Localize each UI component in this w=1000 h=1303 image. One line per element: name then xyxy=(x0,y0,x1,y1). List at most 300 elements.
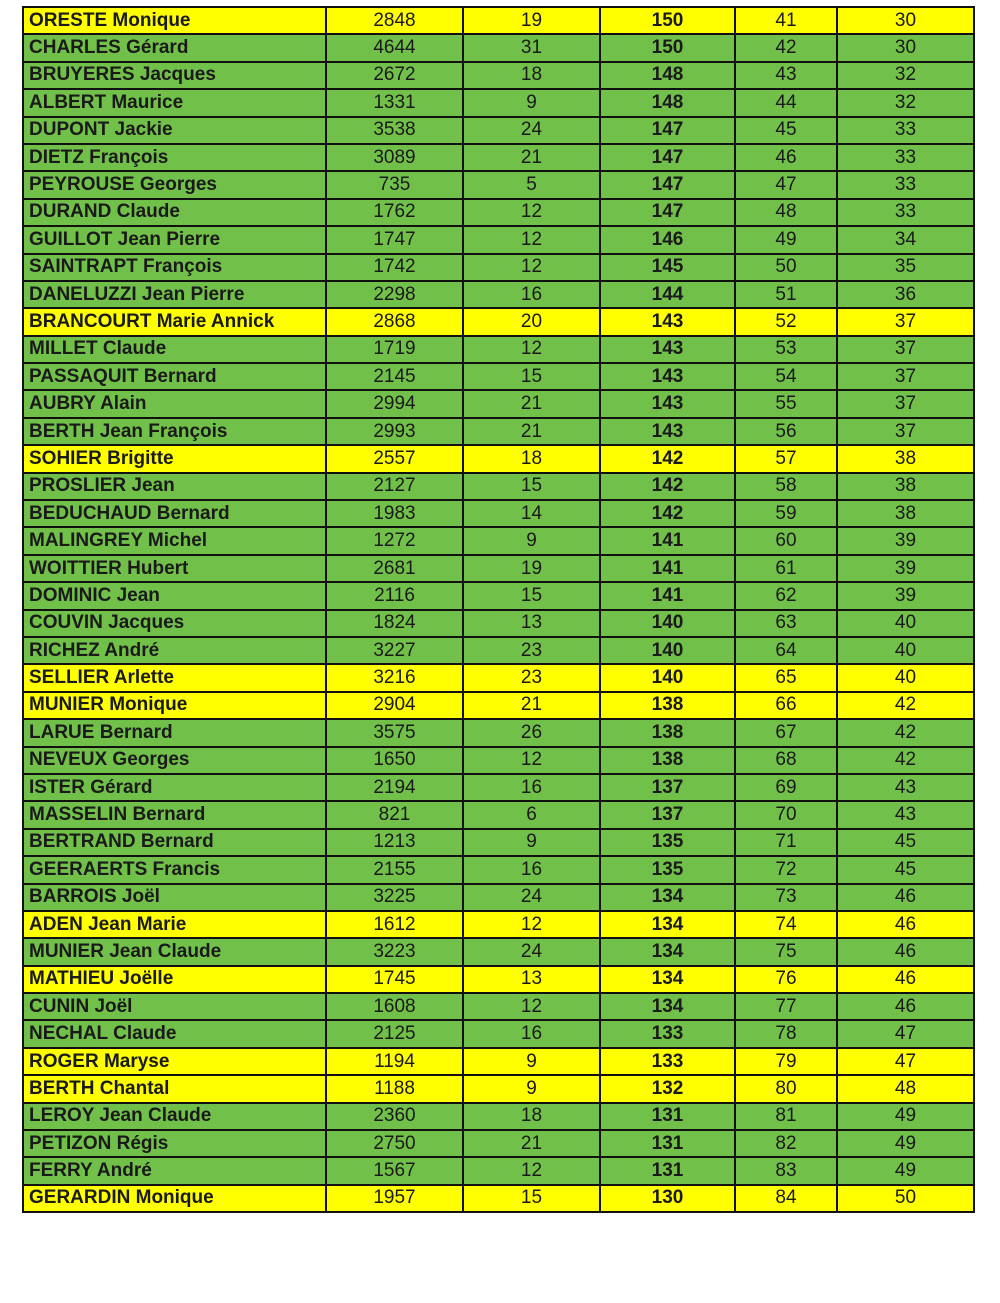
count-cell: 12 xyxy=(463,199,600,226)
position-cell: 49 xyxy=(837,1103,974,1130)
player-name: DURAND Claude xyxy=(23,199,326,226)
points-cell: 1567 xyxy=(326,1157,463,1184)
player-name: BEDUCHAUD Bernard xyxy=(23,500,326,527)
count-cell: 21 xyxy=(463,1130,600,1157)
position-cell: 33 xyxy=(837,117,974,144)
points-cell: 2868 xyxy=(326,308,463,335)
table-row xyxy=(23,938,974,965)
score-cell: 147 xyxy=(600,117,735,144)
table-row xyxy=(23,829,974,856)
table-row xyxy=(23,363,974,390)
score-cell: 145 xyxy=(600,254,735,281)
points-cell: 2994 xyxy=(326,390,463,417)
count-cell: 9 xyxy=(463,527,600,554)
rank-cell: 62 xyxy=(735,582,837,609)
score-cell: 142 xyxy=(600,473,735,500)
table-row xyxy=(23,281,974,308)
player-name: SAINTRAPT François xyxy=(23,254,326,281)
player-name: ORESTE Monique xyxy=(23,7,326,34)
points-cell: 821 xyxy=(326,801,463,828)
score-cell: 133 xyxy=(600,1048,735,1075)
points-cell: 1188 xyxy=(326,1075,463,1102)
position-cell: 36 xyxy=(837,281,974,308)
count-cell: 21 xyxy=(463,418,600,445)
points-cell: 1983 xyxy=(326,500,463,527)
table-row xyxy=(23,993,974,1020)
player-name: CHARLES Gérard xyxy=(23,34,326,61)
table-row xyxy=(23,445,974,472)
position-cell: 39 xyxy=(837,555,974,582)
ranking-table xyxy=(22,6,975,1213)
count-cell: 12 xyxy=(463,747,600,774)
player-name: PEYROUSE Georges xyxy=(23,171,326,198)
player-name: RICHEZ André xyxy=(23,637,326,664)
player-name: LARUE Bernard xyxy=(23,719,326,746)
position-cell: 46 xyxy=(837,884,974,911)
points-cell: 1762 xyxy=(326,199,463,226)
points-cell: 1747 xyxy=(326,226,463,253)
rank-cell: 52 xyxy=(735,308,837,335)
score-cell: 143 xyxy=(600,363,735,390)
rank-cell: 71 xyxy=(735,829,837,856)
score-cell: 132 xyxy=(600,1075,735,1102)
rank-cell: 60 xyxy=(735,527,837,554)
position-cell: 39 xyxy=(837,527,974,554)
count-cell: 15 xyxy=(463,1185,600,1212)
player-name: MALINGREY Michel xyxy=(23,527,326,554)
points-cell: 2125 xyxy=(326,1020,463,1047)
points-cell: 2750 xyxy=(326,1130,463,1157)
table-row xyxy=(23,117,974,144)
count-cell: 18 xyxy=(463,1103,600,1130)
table-row xyxy=(23,966,974,993)
rank-cell: 73 xyxy=(735,884,837,911)
points-cell: 1957 xyxy=(326,1185,463,1212)
count-cell: 9 xyxy=(463,1075,600,1102)
position-cell: 42 xyxy=(837,747,974,774)
table-row xyxy=(23,171,974,198)
score-cell: 135 xyxy=(600,829,735,856)
rank-cell: 64 xyxy=(735,637,837,664)
rank-cell: 84 xyxy=(735,1185,837,1212)
player-name: SOHIER Brigitte xyxy=(23,445,326,472)
position-cell: 46 xyxy=(837,966,974,993)
rank-cell: 82 xyxy=(735,1130,837,1157)
count-cell: 26 xyxy=(463,719,600,746)
count-cell: 16 xyxy=(463,774,600,801)
player-name: NECHAL Claude xyxy=(23,1020,326,1047)
position-cell: 37 xyxy=(837,390,974,417)
player-name: ALBERT Maurice xyxy=(23,89,326,116)
player-name: DANELUZZI Jean Pierre xyxy=(23,281,326,308)
count-cell: 20 xyxy=(463,308,600,335)
player-name: ISTER Gérard xyxy=(23,774,326,801)
rank-cell: 78 xyxy=(735,1020,837,1047)
player-name: GUILLOT Jean Pierre xyxy=(23,226,326,253)
rank-cell: 74 xyxy=(735,911,837,938)
score-cell: 131 xyxy=(600,1157,735,1184)
position-cell: 32 xyxy=(837,89,974,116)
position-cell: 33 xyxy=(837,171,974,198)
rank-cell: 59 xyxy=(735,500,837,527)
position-cell: 46 xyxy=(837,993,974,1020)
player-name: MUNIER Jean Claude xyxy=(23,938,326,965)
table-row xyxy=(23,692,974,719)
rank-cell: 72 xyxy=(735,856,837,883)
score-cell: 131 xyxy=(600,1130,735,1157)
count-cell: 23 xyxy=(463,637,600,664)
score-cell: 140 xyxy=(600,610,735,637)
table-row xyxy=(23,1130,974,1157)
points-cell: 1612 xyxy=(326,911,463,938)
player-name: COUVIN Jacques xyxy=(23,610,326,637)
points-cell: 2194 xyxy=(326,774,463,801)
score-cell: 137 xyxy=(600,801,735,828)
count-cell: 19 xyxy=(463,7,600,34)
table-row xyxy=(23,555,974,582)
count-cell: 16 xyxy=(463,1020,600,1047)
count-cell: 21 xyxy=(463,144,600,171)
count-cell: 23 xyxy=(463,664,600,691)
score-cell: 147 xyxy=(600,171,735,198)
position-cell: 33 xyxy=(837,199,974,226)
player-name: GERARDIN Monique xyxy=(23,1185,326,1212)
player-name: MILLET Claude xyxy=(23,336,326,363)
count-cell: 15 xyxy=(463,582,600,609)
points-cell: 2298 xyxy=(326,281,463,308)
score-cell: 147 xyxy=(600,144,735,171)
position-cell: 50 xyxy=(837,1185,974,1212)
player-name: LEROY Jean Claude xyxy=(23,1103,326,1130)
score-cell: 135 xyxy=(600,856,735,883)
count-cell: 21 xyxy=(463,390,600,417)
points-cell: 735 xyxy=(326,171,463,198)
player-name: BERTH Chantal xyxy=(23,1075,326,1102)
table-row xyxy=(23,1185,974,1212)
table-row xyxy=(23,473,974,500)
position-cell: 37 xyxy=(837,418,974,445)
count-cell: 9 xyxy=(463,89,600,116)
points-cell: 3089 xyxy=(326,144,463,171)
count-cell: 9 xyxy=(463,829,600,856)
score-cell: 150 xyxy=(600,34,735,61)
position-cell: 33 xyxy=(837,144,974,171)
position-cell: 49 xyxy=(837,1130,974,1157)
rank-cell: 48 xyxy=(735,199,837,226)
score-cell: 146 xyxy=(600,226,735,253)
table-row xyxy=(23,664,974,691)
player-name: WOITTIER Hubert xyxy=(23,555,326,582)
rank-cell: 80 xyxy=(735,1075,837,1102)
rank-cell: 43 xyxy=(735,62,837,89)
score-cell: 138 xyxy=(600,692,735,719)
position-cell: 48 xyxy=(837,1075,974,1102)
points-cell: 1742 xyxy=(326,254,463,281)
table-row xyxy=(23,34,974,61)
score-cell: 140 xyxy=(600,664,735,691)
table-row xyxy=(23,1020,974,1047)
table-row xyxy=(23,801,974,828)
points-cell: 3575 xyxy=(326,719,463,746)
score-cell: 133 xyxy=(600,1020,735,1047)
rank-cell: 56 xyxy=(735,418,837,445)
points-cell: 1745 xyxy=(326,966,463,993)
rank-cell: 69 xyxy=(735,774,837,801)
count-cell: 24 xyxy=(463,884,600,911)
player-name: DOMINIC Jean xyxy=(23,582,326,609)
rank-cell: 63 xyxy=(735,610,837,637)
score-cell: 142 xyxy=(600,500,735,527)
score-cell: 142 xyxy=(600,445,735,472)
rank-cell: 50 xyxy=(735,254,837,281)
rank-cell: 81 xyxy=(735,1103,837,1130)
score-cell: 141 xyxy=(600,527,735,554)
count-cell: 5 xyxy=(463,171,600,198)
rank-cell: 42 xyxy=(735,34,837,61)
rank-cell: 77 xyxy=(735,993,837,1020)
table-row xyxy=(23,500,974,527)
rank-cell: 41 xyxy=(735,7,837,34)
player-name: CUNIN Joël xyxy=(23,993,326,1020)
rank-cell: 53 xyxy=(735,336,837,363)
player-name: PETIZON Régis xyxy=(23,1130,326,1157)
count-cell: 12 xyxy=(463,911,600,938)
points-cell: 2672 xyxy=(326,62,463,89)
points-cell: 1608 xyxy=(326,993,463,1020)
points-cell: 2681 xyxy=(326,555,463,582)
rank-cell: 83 xyxy=(735,1157,837,1184)
player-name: ADEN Jean Marie xyxy=(23,911,326,938)
rank-cell: 79 xyxy=(735,1048,837,1075)
count-cell: 12 xyxy=(463,993,600,1020)
count-cell: 18 xyxy=(463,62,600,89)
rank-cell: 51 xyxy=(735,281,837,308)
count-cell: 12 xyxy=(463,336,600,363)
position-cell: 37 xyxy=(837,336,974,363)
player-name: NEVEUX Georges xyxy=(23,747,326,774)
player-name: DUPONT Jackie xyxy=(23,117,326,144)
points-cell: 1213 xyxy=(326,829,463,856)
position-cell: 30 xyxy=(837,7,974,34)
position-cell: 37 xyxy=(837,363,974,390)
table-row xyxy=(23,144,974,171)
score-cell: 140 xyxy=(600,637,735,664)
points-cell: 4644 xyxy=(326,34,463,61)
table-row xyxy=(23,89,974,116)
table-row xyxy=(23,199,974,226)
rank-cell: 58 xyxy=(735,473,837,500)
table-row xyxy=(23,774,974,801)
points-cell: 1194 xyxy=(326,1048,463,1075)
position-cell: 45 xyxy=(837,829,974,856)
count-cell: 16 xyxy=(463,281,600,308)
table-row xyxy=(23,1103,974,1130)
score-cell: 134 xyxy=(600,884,735,911)
points-cell: 3538 xyxy=(326,117,463,144)
score-cell: 141 xyxy=(600,582,735,609)
rank-cell: 54 xyxy=(735,363,837,390)
position-cell: 32 xyxy=(837,62,974,89)
position-cell: 43 xyxy=(837,774,974,801)
player-name: AUBRY Alain xyxy=(23,390,326,417)
table-row xyxy=(23,1075,974,1102)
player-name: GEERAERTS Francis xyxy=(23,856,326,883)
player-name: BRUYERES Jacques xyxy=(23,62,326,89)
count-cell: 6 xyxy=(463,801,600,828)
player-name: BRANCOURT Marie Annick xyxy=(23,308,326,335)
rank-cell: 61 xyxy=(735,555,837,582)
points-cell: 1272 xyxy=(326,527,463,554)
count-cell: 24 xyxy=(463,938,600,965)
table-row xyxy=(23,637,974,664)
count-cell: 12 xyxy=(463,1157,600,1184)
table-row xyxy=(23,308,974,335)
count-cell: 9 xyxy=(463,1048,600,1075)
points-cell: 2116 xyxy=(326,582,463,609)
position-cell: 38 xyxy=(837,445,974,472)
table-row xyxy=(23,856,974,883)
score-cell: 134 xyxy=(600,966,735,993)
position-cell: 39 xyxy=(837,582,974,609)
player-name: MASSELIN Bernard xyxy=(23,801,326,828)
position-cell: 47 xyxy=(837,1048,974,1075)
ranking-table-body xyxy=(23,7,974,1212)
points-cell: 2904 xyxy=(326,692,463,719)
player-name: MATHIEU Joëlle xyxy=(23,966,326,993)
table-row xyxy=(23,390,974,417)
rank-cell: 76 xyxy=(735,966,837,993)
score-cell: 138 xyxy=(600,719,735,746)
position-cell: 46 xyxy=(837,938,974,965)
points-cell: 2360 xyxy=(326,1103,463,1130)
count-cell: 16 xyxy=(463,856,600,883)
score-cell: 148 xyxy=(600,62,735,89)
position-cell: 34 xyxy=(837,226,974,253)
rank-cell: 68 xyxy=(735,747,837,774)
table-row xyxy=(23,62,974,89)
rank-cell: 47 xyxy=(735,171,837,198)
score-cell: 144 xyxy=(600,281,735,308)
position-cell: 42 xyxy=(837,719,974,746)
score-cell: 138 xyxy=(600,747,735,774)
rank-cell: 66 xyxy=(735,692,837,719)
count-cell: 15 xyxy=(463,473,600,500)
position-cell: 49 xyxy=(837,1157,974,1184)
table-row xyxy=(23,582,974,609)
position-cell: 37 xyxy=(837,308,974,335)
count-cell: 14 xyxy=(463,500,600,527)
table-row xyxy=(23,1048,974,1075)
table-row xyxy=(23,911,974,938)
position-cell: 42 xyxy=(837,692,974,719)
points-cell: 1650 xyxy=(326,747,463,774)
table-row xyxy=(23,610,974,637)
player-name: BERTH Jean François xyxy=(23,418,326,445)
rank-cell: 49 xyxy=(735,226,837,253)
table-row xyxy=(23,527,974,554)
position-cell: 40 xyxy=(837,664,974,691)
points-cell: 1719 xyxy=(326,336,463,363)
position-cell: 47 xyxy=(837,1020,974,1047)
table-row xyxy=(23,747,974,774)
score-cell: 141 xyxy=(600,555,735,582)
score-cell: 143 xyxy=(600,308,735,335)
position-cell: 38 xyxy=(837,473,974,500)
count-cell: 13 xyxy=(463,610,600,637)
count-cell: 12 xyxy=(463,254,600,281)
score-cell: 134 xyxy=(600,911,735,938)
position-cell: 38 xyxy=(837,500,974,527)
player-name: SELLIER Arlette xyxy=(23,664,326,691)
table-row xyxy=(23,719,974,746)
player-name: PASSAQUIT Bernard xyxy=(23,363,326,390)
points-cell: 2127 xyxy=(326,473,463,500)
position-cell: 40 xyxy=(837,610,974,637)
score-cell: 148 xyxy=(600,89,735,116)
points-cell: 1331 xyxy=(326,89,463,116)
rank-cell: 45 xyxy=(735,117,837,144)
count-cell: 21 xyxy=(463,692,600,719)
score-cell: 130 xyxy=(600,1185,735,1212)
count-cell: 18 xyxy=(463,445,600,472)
points-cell: 3223 xyxy=(326,938,463,965)
player-name: ROGER Maryse xyxy=(23,1048,326,1075)
score-cell: 143 xyxy=(600,418,735,445)
count-cell: 15 xyxy=(463,363,600,390)
rank-cell: 57 xyxy=(735,445,837,472)
points-cell: 3225 xyxy=(326,884,463,911)
table-row xyxy=(23,336,974,363)
points-cell: 2848 xyxy=(326,7,463,34)
score-cell: 137 xyxy=(600,774,735,801)
position-cell: 46 xyxy=(837,911,974,938)
rank-cell: 75 xyxy=(735,938,837,965)
count-cell: 19 xyxy=(463,555,600,582)
score-cell: 143 xyxy=(600,390,735,417)
points-cell: 2993 xyxy=(326,418,463,445)
player-name: MUNIER Monique xyxy=(23,692,326,719)
table-row xyxy=(23,1157,974,1184)
points-cell: 2155 xyxy=(326,856,463,883)
table-row xyxy=(23,418,974,445)
points-cell: 1824 xyxy=(326,610,463,637)
count-cell: 13 xyxy=(463,966,600,993)
score-cell: 134 xyxy=(600,993,735,1020)
player-name: BARROIS Joël xyxy=(23,884,326,911)
score-cell: 143 xyxy=(600,336,735,363)
rank-cell: 55 xyxy=(735,390,837,417)
count-cell: 12 xyxy=(463,226,600,253)
position-cell: 43 xyxy=(837,801,974,828)
rank-cell: 65 xyxy=(735,664,837,691)
score-cell: 131 xyxy=(600,1103,735,1130)
position-cell: 30 xyxy=(837,34,974,61)
rank-cell: 46 xyxy=(735,144,837,171)
table-row xyxy=(23,254,974,281)
points-cell: 2145 xyxy=(326,363,463,390)
rank-cell: 67 xyxy=(735,719,837,746)
score-cell: 147 xyxy=(600,199,735,226)
count-cell: 24 xyxy=(463,117,600,144)
rank-cell: 70 xyxy=(735,801,837,828)
player-name: BERTRAND Bernard xyxy=(23,829,326,856)
position-cell: 35 xyxy=(837,254,974,281)
player-name: DIETZ François xyxy=(23,144,326,171)
table-row xyxy=(23,7,974,34)
count-cell: 31 xyxy=(463,34,600,61)
points-cell: 3227 xyxy=(326,637,463,664)
points-cell: 3216 xyxy=(326,664,463,691)
